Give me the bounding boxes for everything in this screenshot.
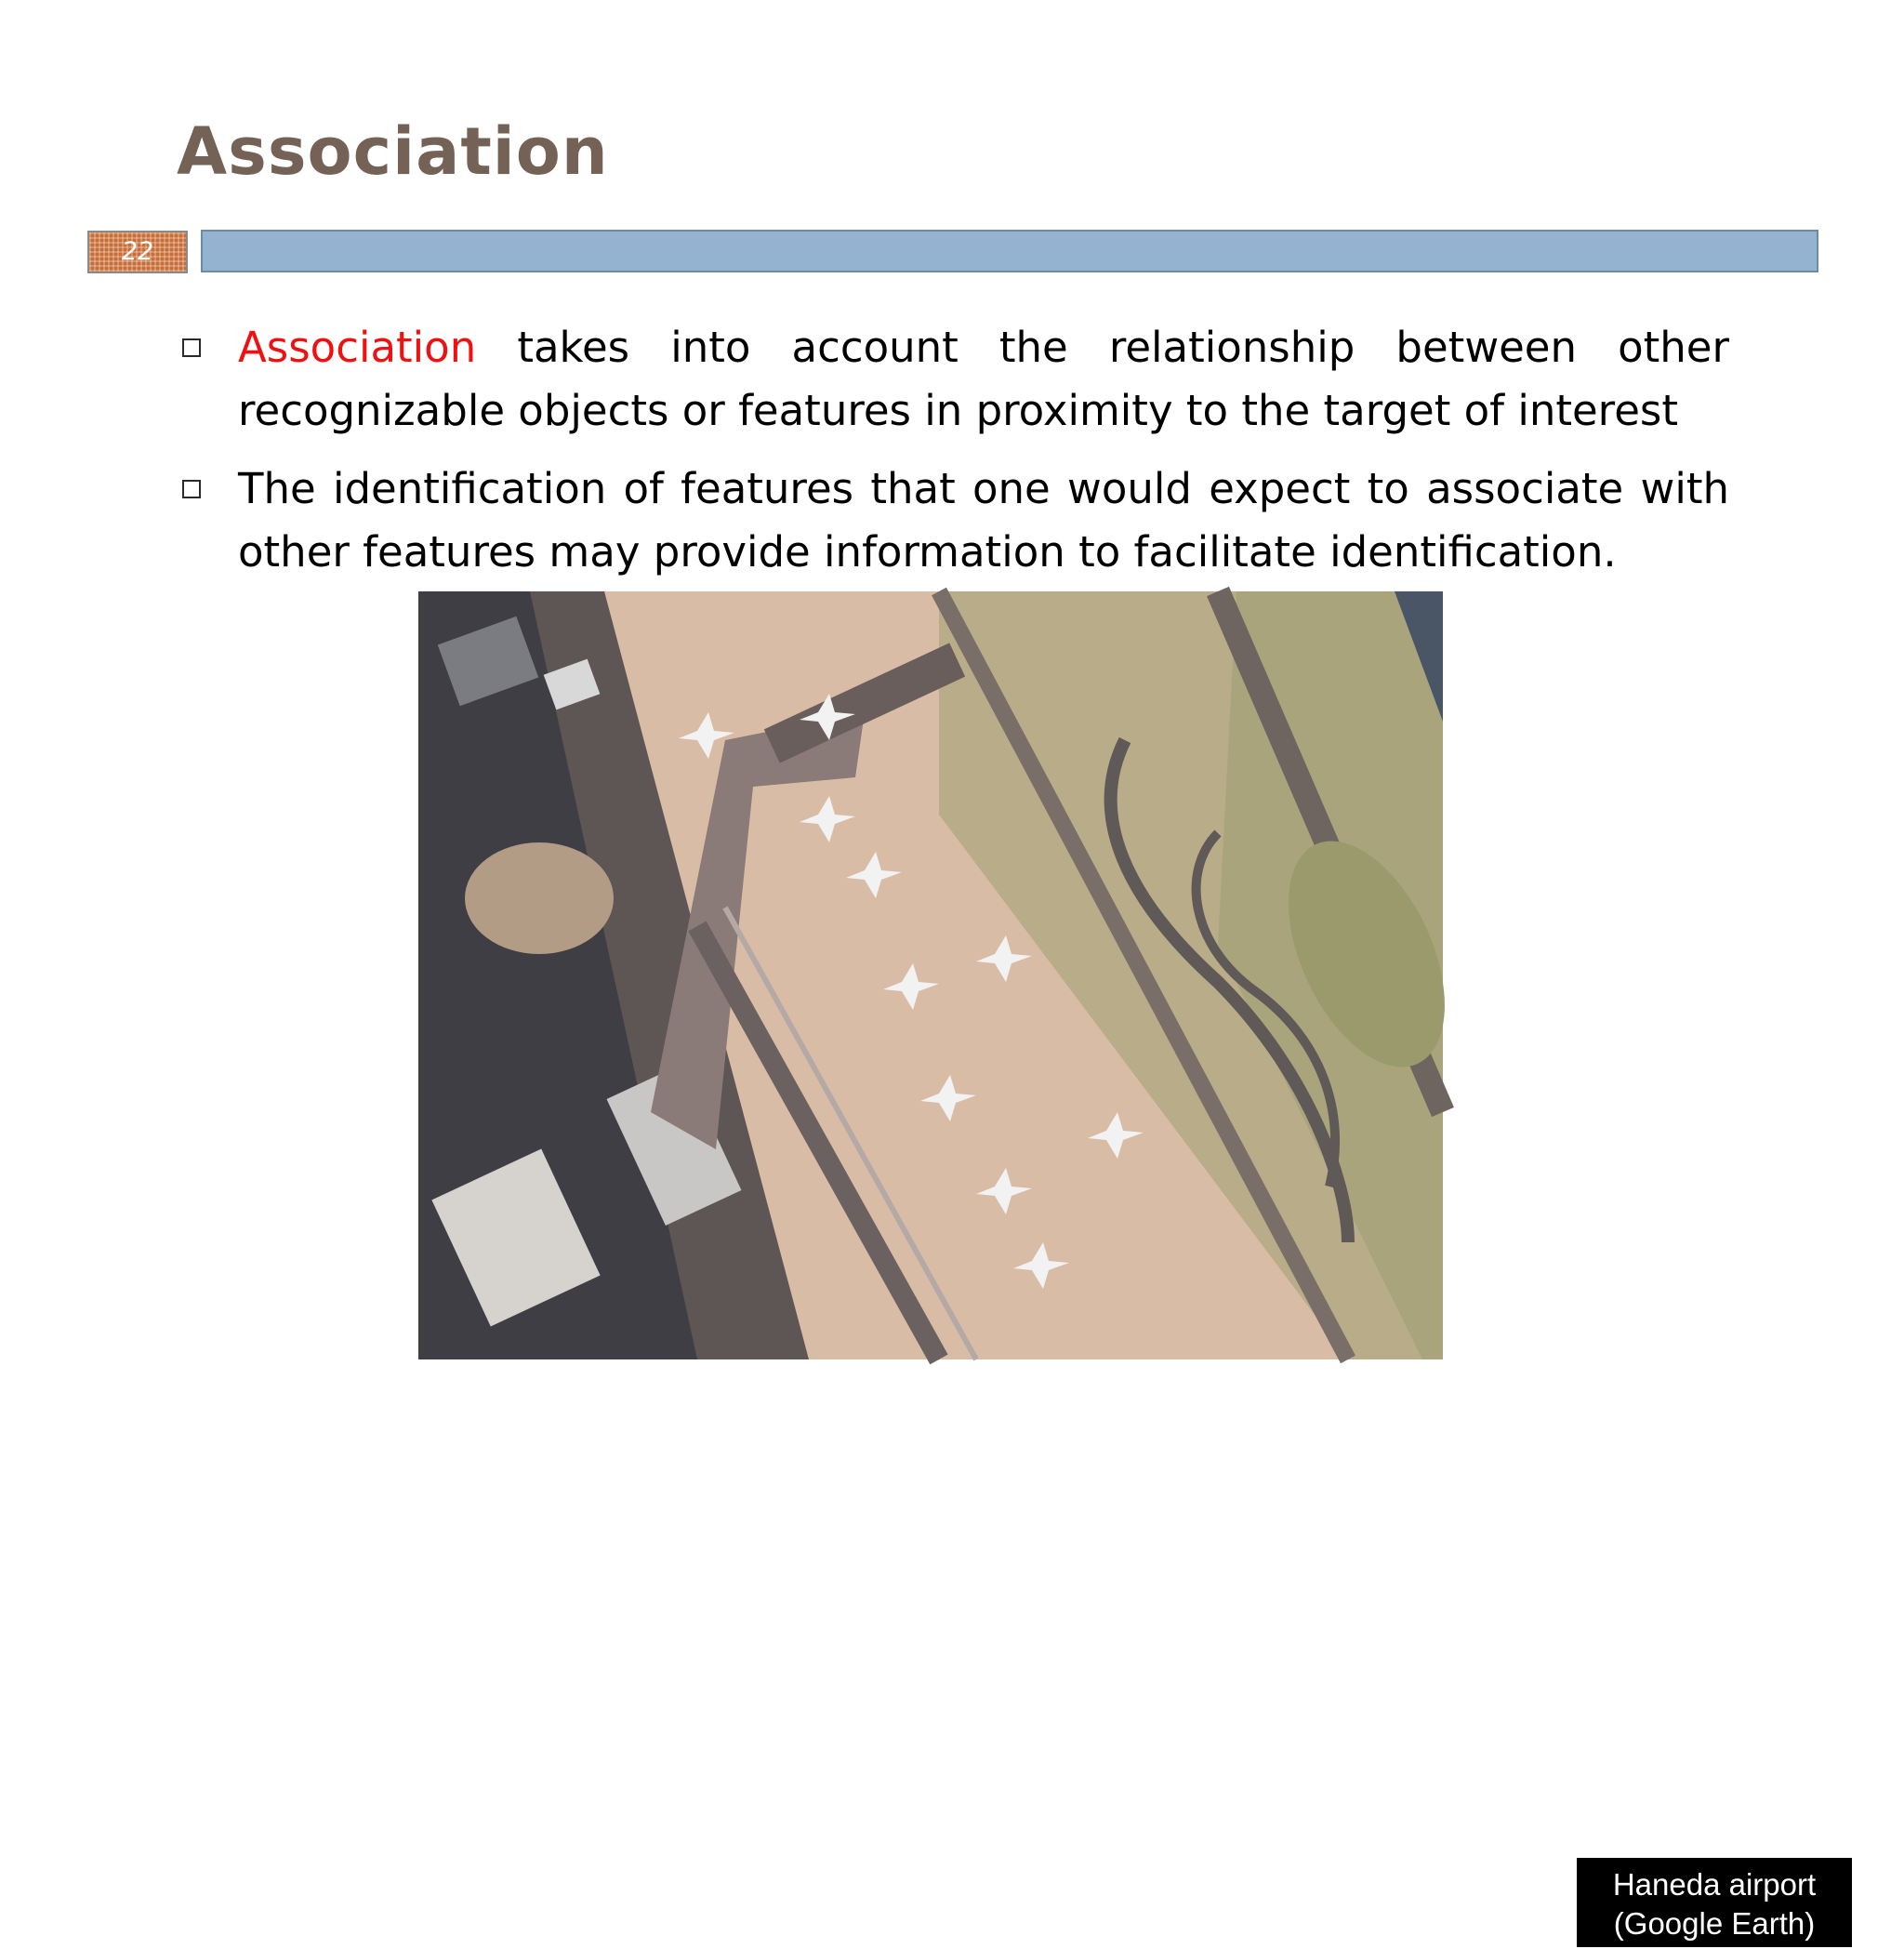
slide-number-badge: 22 <box>87 231 188 273</box>
airport-aerial-image <box>418 591 1443 1359</box>
bullet-square-icon <box>182 338 201 357</box>
bullet-item <box>177 457 1729 584</box>
bullet-text: The identification of features that one would expect to associate with other features may provide information to facilitate identification. <box>238 464 1729 577</box>
bullet-list <box>177 316 1729 599</box>
caption-line-1: Haneda airport <box>1612 1867 1817 1902</box>
title-underline-bar <box>201 230 1818 272</box>
image-caption <box>1575 1856 1854 1949</box>
caption-line-2: (Google Earth) <box>1613 1906 1816 1941</box>
bullet-text: takes into account the relationship between other recognizable objects or features in proximity to the target of interest <box>238 323 1729 435</box>
slide-title: Association <box>177 113 609 190</box>
aerial-photo <box>418 591 1817 1941</box>
highlight-term: Association <box>238 323 477 372</box>
bullet-square-icon <box>182 480 201 498</box>
bullet-item <box>177 316 1729 443</box>
